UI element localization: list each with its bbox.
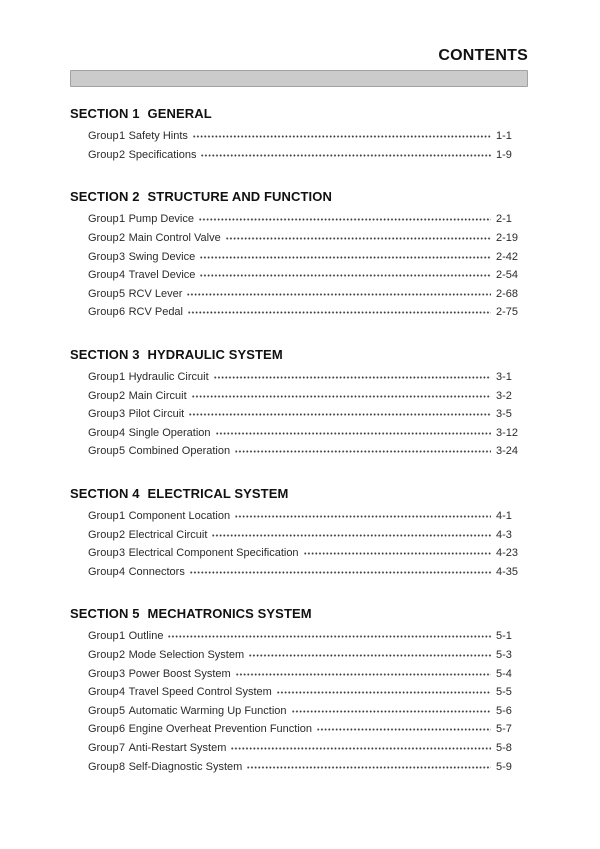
page-number: 5-9 xyxy=(496,760,512,773)
group-title: Pump Device xyxy=(128,213,194,226)
page-number: 2-1 xyxy=(496,213,512,226)
group-word: Group xyxy=(88,686,119,699)
toc-row xyxy=(70,442,528,461)
dot-leader xyxy=(199,218,491,221)
section-hydraulic-system xyxy=(70,348,528,461)
group-title: Mode Selection System xyxy=(128,648,245,661)
group-number: 2 xyxy=(119,528,126,541)
group-title: Component Location xyxy=(128,510,231,523)
section-title: STRUCTURE AND FUNCTION xyxy=(147,189,332,205)
group-title: Self-Diagnostic System xyxy=(128,760,243,773)
group-number: 6 xyxy=(119,306,126,319)
toc-row xyxy=(70,739,528,758)
group-number: 2 xyxy=(119,389,126,402)
group-number: 1 xyxy=(119,630,126,643)
dot-leader xyxy=(193,135,491,138)
toc-row xyxy=(70,285,528,304)
section-general xyxy=(70,107,528,164)
content-area xyxy=(70,0,528,776)
group-number: 5 xyxy=(119,445,126,458)
dot-leader xyxy=(200,256,491,259)
dot-leader xyxy=(188,311,491,314)
group-word: Group xyxy=(88,408,119,421)
group-title: Main Circuit xyxy=(128,389,187,402)
dot-leader xyxy=(292,710,491,713)
dot-leader xyxy=(231,747,491,750)
title-underline-bar xyxy=(70,70,528,87)
group-word: Group xyxy=(88,565,119,578)
toc-row xyxy=(70,424,528,443)
group-title: Electrical Component Specification xyxy=(128,547,299,560)
group-word: Group xyxy=(88,648,119,661)
group-word: Group xyxy=(88,269,119,282)
group-word: Group xyxy=(88,741,119,754)
page-number: 2-19 xyxy=(496,232,519,245)
toc-row xyxy=(70,664,528,683)
group-title: Specifications xyxy=(128,148,197,161)
toc-row xyxy=(70,266,528,285)
toc-row xyxy=(70,210,528,229)
page-number: 5-3 xyxy=(496,648,512,661)
group-number: 8 xyxy=(119,760,126,773)
page-number: 3-1 xyxy=(496,371,512,384)
group-number: 7 xyxy=(119,741,126,754)
group-word: Group xyxy=(88,130,119,143)
group-word: Group xyxy=(88,510,119,523)
group-number: 5 xyxy=(119,287,126,300)
dot-leader xyxy=(247,766,491,769)
group-number: 3 xyxy=(119,547,126,560)
group-number: 2 xyxy=(119,232,126,245)
page-number: 3-24 xyxy=(496,445,519,458)
toc-row xyxy=(70,405,528,424)
section-heading xyxy=(70,607,528,621)
group-word: Group xyxy=(88,250,119,263)
section-label: SECTION 3 xyxy=(70,346,140,362)
toc-row xyxy=(70,525,528,544)
toc-row xyxy=(70,757,528,776)
group-word: Group xyxy=(88,547,119,560)
group-number: 4 xyxy=(119,565,126,578)
group-title: Pilot Circuit xyxy=(128,408,185,421)
dot-leader xyxy=(187,293,491,296)
dot-leader xyxy=(200,274,491,277)
section-heading xyxy=(70,348,528,362)
page-number: 5-7 xyxy=(496,723,512,736)
group-title: RCV Lever xyxy=(128,287,183,300)
group-word: Group xyxy=(88,287,119,300)
page-number: 5-4 xyxy=(496,667,512,680)
dot-leader xyxy=(214,376,491,379)
dot-leader xyxy=(189,413,491,416)
section-title: HYDRAULIC SYSTEM xyxy=(147,346,283,362)
page-number: 5-6 xyxy=(496,704,512,717)
group-number: 2 xyxy=(119,148,126,161)
section-label: SECTION 4 xyxy=(70,485,140,501)
group-title: Outline xyxy=(128,630,164,643)
toc-row xyxy=(70,127,528,146)
group-word: Group xyxy=(88,630,119,643)
toc-row xyxy=(70,146,528,165)
section-structure-and-function xyxy=(70,190,528,322)
group-number: 1 xyxy=(119,510,126,523)
section-heading xyxy=(70,190,528,204)
toc-row xyxy=(70,627,528,646)
section-heading xyxy=(70,107,528,121)
section-label: SECTION 2 xyxy=(70,189,140,205)
section-title: GENERAL xyxy=(147,106,212,121)
page-number: 5-5 xyxy=(496,686,512,699)
group-word: Group xyxy=(88,232,119,245)
page-number: 5-8 xyxy=(496,741,512,754)
toc-row xyxy=(70,683,528,702)
group-word: Group xyxy=(88,371,119,384)
page-number: 4-1 xyxy=(496,510,512,523)
dot-leader xyxy=(304,552,491,555)
section-label: SECTION 5 xyxy=(70,606,140,622)
group-word: Group xyxy=(88,667,119,680)
section-title: MECHATRONICS SYSTEM xyxy=(147,606,312,622)
group-title: Safety Hints xyxy=(128,130,188,143)
dot-leader xyxy=(236,673,491,676)
group-title: Travel Speed Control System xyxy=(128,686,272,699)
toc-row xyxy=(70,544,528,563)
group-number: 3 xyxy=(119,408,126,421)
section-electrical-system xyxy=(70,487,528,581)
group-word: Group xyxy=(88,760,119,773)
group-number: 4 xyxy=(119,426,126,439)
group-title: Single Operation xyxy=(128,426,211,439)
group-title: Main Control Valve xyxy=(128,232,221,245)
page-number: 4-35 xyxy=(496,565,519,578)
dot-leader xyxy=(216,432,491,435)
group-title: Connectors xyxy=(128,565,185,578)
toc-row xyxy=(70,646,528,665)
dot-leader xyxy=(235,450,491,453)
page-number: 2-42 xyxy=(496,250,519,263)
group-number: 1 xyxy=(119,213,126,226)
dot-leader xyxy=(168,635,491,638)
dot-leader xyxy=(190,571,491,574)
group-title: Power Boost System xyxy=(128,667,231,680)
toc-row xyxy=(70,720,528,739)
dot-leader xyxy=(212,534,491,537)
page-number: 4-23 xyxy=(496,547,519,560)
group-title: Combined Operation xyxy=(128,445,231,458)
toc-row xyxy=(70,701,528,720)
page-number: 2-68 xyxy=(496,287,519,300)
group-number: 1 xyxy=(119,130,126,143)
group-word: Group xyxy=(88,148,119,161)
section-heading xyxy=(70,487,528,501)
group-title: Hydraulic Circuit xyxy=(128,371,209,384)
group-word: Group xyxy=(88,445,119,458)
dot-leader xyxy=(317,728,491,731)
group-title: Electrical Circuit xyxy=(128,528,208,541)
group-title: Engine Overheat Prevention Function xyxy=(128,723,313,736)
page-number: 2-54 xyxy=(496,269,519,282)
toc-row xyxy=(70,368,528,387)
group-number: 1 xyxy=(119,371,126,384)
group-word: Group xyxy=(88,704,119,717)
group-number: 6 xyxy=(119,723,126,736)
dot-leader xyxy=(277,691,491,694)
group-word: Group xyxy=(88,723,119,736)
section-title: ELECTRICAL SYSTEM xyxy=(147,485,289,501)
page-number: 3-12 xyxy=(496,426,519,439)
group-number: 4 xyxy=(119,686,126,699)
toc-row xyxy=(70,563,528,582)
dot-leader xyxy=(235,515,491,518)
group-title: Automatic Warming Up Function xyxy=(128,704,287,717)
toc-row xyxy=(70,247,528,266)
page-number: 1-1 xyxy=(496,130,512,143)
group-number: 3 xyxy=(119,667,126,680)
section-mechatronics-system xyxy=(70,607,528,776)
group-number: 2 xyxy=(119,648,126,661)
group-word: Group xyxy=(88,426,119,439)
group-word: Group xyxy=(88,389,119,402)
group-number: 4 xyxy=(119,269,126,282)
section-label: SECTION 1 xyxy=(70,106,140,121)
group-word: Group xyxy=(88,528,119,541)
dot-leader xyxy=(226,237,491,240)
page-number: 4-3 xyxy=(496,528,512,541)
dot-leader xyxy=(192,395,491,398)
group-title: Travel Device xyxy=(128,269,196,282)
group-number: 3 xyxy=(119,250,126,263)
toc-row xyxy=(70,303,528,322)
group-title: Swing Device xyxy=(128,250,196,263)
toc-row xyxy=(70,507,528,526)
group-word: Group xyxy=(88,306,119,319)
page-number: 5-1 xyxy=(496,630,512,643)
group-title: Anti-Restart System xyxy=(128,741,227,754)
page-number: 3-5 xyxy=(496,408,512,421)
dot-leader xyxy=(201,154,491,157)
page-title: CONTENTS xyxy=(438,47,528,64)
group-word: Group xyxy=(88,213,119,226)
toc-row xyxy=(70,229,528,248)
group-title: RCV Pedal xyxy=(128,306,183,319)
page-number: 3-2 xyxy=(496,389,512,402)
page-number: 2-75 xyxy=(496,306,519,319)
page-number: 1-9 xyxy=(496,148,512,161)
group-number: 5 xyxy=(119,704,126,717)
dot-leader xyxy=(249,654,491,657)
toc-row xyxy=(70,386,528,405)
